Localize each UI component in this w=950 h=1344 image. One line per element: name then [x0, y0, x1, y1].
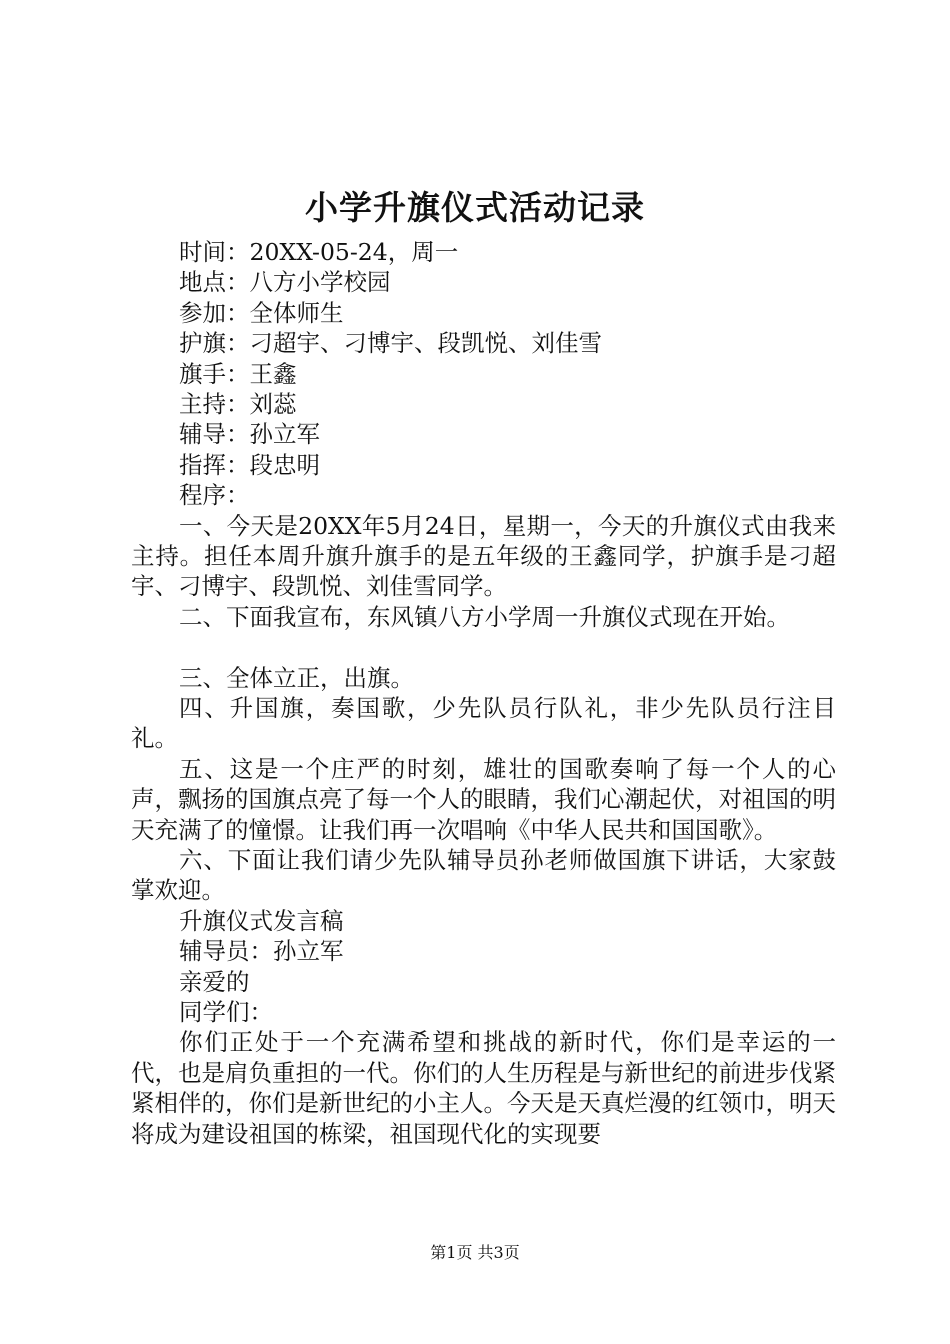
speech-paragraph: 你们正处于一个充满希望和挑战的新时代，你们是幸运的一代，也是肩负重担的一代。你们的人生历程是与新世纪的前进步伐紧紧相伴的，你们是新世纪的小主人。今天是天真烂漫的红领巾，明天将成为建设祖国的栋梁，祖国现代化的实现要	[131, 1028, 836, 1148]
info-flag-bearer: 旗手：王鑫	[179, 359, 297, 388]
speech-greeting-2: 同学们：	[179, 997, 273, 1026]
speech-speaker: 辅导员：孙立军	[179, 937, 344, 966]
document-body	[131, 237, 836, 1149]
blank-line	[131, 632, 836, 662]
info-time: 时间：20XX-05-24，周一	[179, 238, 459, 266]
document-title: 小学升旗仪式活动记录	[305, 188, 645, 227]
step-1: 一、今天是20XX年5月24日，星期一，今天的升旗仪式由我来主持。担任本周升旗升旗手的是五年级的王鑫同学，护旗手是刁超宇、刁博宇、段凯悦、刘佳雪同学。	[131, 511, 836, 601]
info-attend: 参加：全体师生	[179, 298, 344, 327]
info-place: 地点：八方小学校园	[179, 268, 391, 297]
speech-heading: 升旗仪式发言稿	[179, 906, 344, 935]
step-4: 四、升国旗，奏国歌，少先队员行队礼，非少先队员行注目礼。	[131, 693, 836, 753]
step-5: 五、这是一个庄严的时刻，雄壮的国歌奏响了每一个人的心声，飘扬的国旗点亮了每一个人的眼睛，我们心潮起伏，对祖国的明天充满了的憧憬。让我们再一次唱响《中华人民共和国国歌》。	[131, 754, 836, 844]
info-host: 主持：刘蕊	[179, 389, 297, 418]
info-guards: 护旗：刁超宇、刁博宇、段凯悦、刘佳雪	[179, 329, 602, 358]
step-6: 六、下面让我们请少先队辅导员孙老师做国旗下讲话，大家鼓掌欢迎。	[131, 845, 836, 905]
info-conductor: 指挥：段忠明	[179, 450, 320, 479]
speech-greeting-1: 亲爱的	[179, 967, 250, 996]
info-tutor: 辅导：孙立军	[179, 420, 320, 449]
info-program: 程序：	[179, 481, 250, 510]
page-footer: 第1页 共3页	[430, 1243, 520, 1262]
step-2: 二、下面我宣布，东风镇八方小学周一升旗仪式现在开始。	[179, 602, 790, 631]
step-3: 三、全体立正，出旗。	[179, 663, 414, 692]
